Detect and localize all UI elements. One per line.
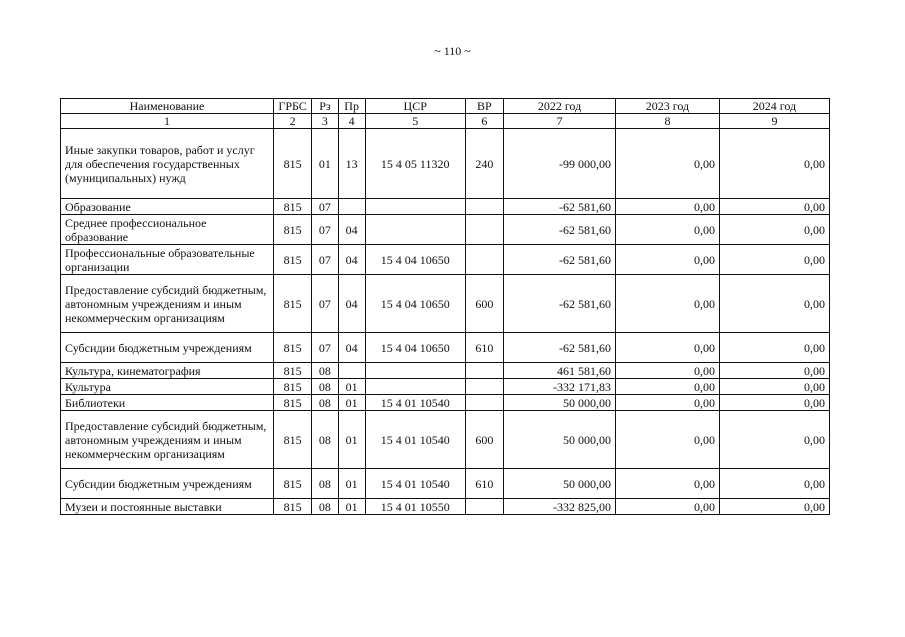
- table-cell-vr: [465, 395, 503, 411]
- table-cell-name: Предоставление субсидий бюджетным, автономным учреждениям и иным некоммерческим организациям: [61, 275, 274, 333]
- table-cell-grbs: 815: [273, 379, 311, 395]
- table-cell-vr: 610: [465, 333, 503, 363]
- table-cell-rz: 08: [312, 411, 338, 469]
- col-header-pr: Пр: [338, 99, 365, 114]
- column-number-row: [61, 114, 830, 129]
- table-cell-name: Среднее профессиональное образование: [61, 215, 274, 245]
- table-cell-rz: 01: [312, 129, 338, 199]
- table-row: [61, 395, 830, 411]
- table-cell-2022: -62 581,60: [504, 199, 616, 215]
- table-cell-2024: 0,00: [719, 379, 829, 395]
- table-cell-pr: 04: [338, 275, 365, 333]
- table-cell-2024: 0,00: [719, 129, 829, 199]
- table-cell-2022: -332 825,00: [504, 499, 616, 515]
- table-cell-csr: [365, 363, 465, 379]
- table-cell-pr: 01: [338, 395, 365, 411]
- table-cell-rz: 08: [312, 363, 338, 379]
- table-cell-vr: 610: [465, 469, 503, 499]
- col-number: 2: [273, 114, 311, 129]
- col-number: 7: [504, 114, 616, 129]
- table-cell-vr: 600: [465, 275, 503, 333]
- table-cell-csr: 15 4 04 10650: [365, 245, 465, 275]
- table-cell-2024: 0,00: [719, 363, 829, 379]
- table-cell-grbs: 815: [273, 499, 311, 515]
- table-cell-2023: 0,00: [616, 379, 720, 395]
- table-cell-vr: [465, 215, 503, 245]
- table-cell-rz: 07: [312, 275, 338, 333]
- table-cell-csr: [365, 379, 465, 395]
- table-cell-vr: [465, 379, 503, 395]
- table-cell-name: Субсидии бюджетным учреждениям: [61, 333, 274, 363]
- table-cell-2024: 0,00: [719, 245, 829, 275]
- table-cell-2024: 0,00: [719, 275, 829, 333]
- col-number: 6: [465, 114, 503, 129]
- col-header-vr: ВР: [465, 99, 503, 114]
- col-header-name: Наименование: [61, 99, 274, 114]
- table-cell-csr: 15 4 01 10540: [365, 395, 465, 411]
- table-cell-2022: -99 000,00: [504, 129, 616, 199]
- table-cell-vr: [465, 363, 503, 379]
- table-row: [61, 245, 830, 275]
- table-cell-grbs: 815: [273, 245, 311, 275]
- table-cell-name: Музеи и постоянные выставки: [61, 499, 274, 515]
- table-row: [61, 379, 830, 395]
- table-cell-2022: -62 581,60: [504, 245, 616, 275]
- table-cell-name: Культура: [61, 379, 274, 395]
- col-number: 1: [61, 114, 274, 129]
- table-cell-pr: 04: [338, 333, 365, 363]
- table-cell-2022: 50 000,00: [504, 469, 616, 499]
- table-cell-2023: 0,00: [616, 499, 720, 515]
- table-row: [61, 333, 830, 363]
- table-cell-grbs: 815: [273, 469, 311, 499]
- table-cell-csr: [365, 199, 465, 215]
- table-cell-name: Предоставление субсидий бюджетным, автономным учреждениям и иным некоммерческим организациям: [61, 411, 274, 469]
- table-cell-2023: 0,00: [616, 469, 720, 499]
- table-cell-2023: 0,00: [616, 199, 720, 215]
- table-cell-rz: 08: [312, 395, 338, 411]
- table-cell-2023: 0,00: [616, 275, 720, 333]
- table-cell-2022: 461 581,60: [504, 363, 616, 379]
- col-header-grbs: ГРБС: [273, 99, 311, 114]
- table-row: [61, 199, 830, 215]
- table-cell-2023: 0,00: [616, 395, 720, 411]
- table-row: [61, 499, 830, 515]
- table-cell-name: Профессиональные образовательные организации: [61, 245, 274, 275]
- table-cell-name: Культура, кинематография: [61, 363, 274, 379]
- table-cell-grbs: 815: [273, 129, 311, 199]
- table-cell-grbs: 815: [273, 333, 311, 363]
- table-cell-2023: 0,00: [616, 129, 720, 199]
- table-cell-2024: 0,00: [719, 333, 829, 363]
- table-cell-rz: 08: [312, 379, 338, 395]
- table-cell-2022: -62 581,60: [504, 333, 616, 363]
- table-cell-vr: 600: [465, 411, 503, 469]
- page-number: ~ 110 ~: [434, 44, 471, 58]
- table-row: [61, 363, 830, 379]
- table-cell-rz: 08: [312, 469, 338, 499]
- table-cell-2022: 50 000,00: [504, 411, 616, 469]
- table-cell-name: Субсидии бюджетным учреждениям: [61, 469, 274, 499]
- table-cell-grbs: 815: [273, 395, 311, 411]
- col-header-2024: 2024 год: [719, 99, 829, 114]
- table-cell-rz: 07: [312, 199, 338, 215]
- table-cell-2023: 0,00: [616, 245, 720, 275]
- table-cell-2022: -332 171,83: [504, 379, 616, 395]
- table-cell-csr: 15 4 01 10540: [365, 411, 465, 469]
- table-row: [61, 129, 830, 199]
- table-cell-grbs: 815: [273, 275, 311, 333]
- table-cell-vr: 240: [465, 129, 503, 199]
- table-cell-pr: 01: [338, 379, 365, 395]
- table-cell-name: Библиотеки: [61, 395, 274, 411]
- table-cell-csr: 15 4 01 10550: [365, 499, 465, 515]
- table-row: [61, 275, 830, 333]
- table-cell-grbs: 815: [273, 411, 311, 469]
- col-number: 8: [616, 114, 720, 129]
- table-cell-2023: 0,00: [616, 411, 720, 469]
- table-cell-csr: [365, 215, 465, 245]
- table-cell-pr: 04: [338, 245, 365, 275]
- col-number: 9: [719, 114, 829, 129]
- table-cell-2024: 0,00: [719, 215, 829, 245]
- col-header-csr: ЦСР: [365, 99, 465, 114]
- table-cell-pr: 01: [338, 469, 365, 499]
- col-number: 3: [312, 114, 338, 129]
- table-cell-rz: 07: [312, 333, 338, 363]
- table-cell-2024: 0,00: [719, 395, 829, 411]
- table-cell-pr: 04: [338, 215, 365, 245]
- table-cell-2024: 0,00: [719, 411, 829, 469]
- col-number: 5: [365, 114, 465, 129]
- table-cell-grbs: 815: [273, 363, 311, 379]
- table-cell-2022: -62 581,60: [504, 275, 616, 333]
- table-cell-grbs: 815: [273, 199, 311, 215]
- table-cell-rz: 07: [312, 245, 338, 275]
- table-cell-pr: 13: [338, 129, 365, 199]
- table-cell-vr: [465, 199, 503, 215]
- table-cell-pr: [338, 363, 365, 379]
- table-cell-2023: 0,00: [616, 333, 720, 363]
- header-row: [61, 99, 830, 114]
- table-cell-2023: 0,00: [616, 215, 720, 245]
- col-header-2022: 2022 год: [504, 99, 616, 114]
- table-cell-csr: 15 4 04 10650: [365, 333, 465, 363]
- table-cell-2024: 0,00: [719, 199, 829, 215]
- table-cell-2024: 0,00: [719, 469, 829, 499]
- table-cell-name: Образование: [61, 199, 274, 215]
- col-number: 4: [338, 114, 365, 129]
- table-cell-pr: 01: [338, 499, 365, 515]
- table-cell-pr: 01: [338, 411, 365, 469]
- table-cell-vr: [465, 245, 503, 275]
- col-header-rz: Рз: [312, 99, 338, 114]
- table-cell-2024: 0,00: [719, 499, 829, 515]
- table-cell-csr: 15 4 04 10650: [365, 275, 465, 333]
- col-header-2023: 2023 год: [616, 99, 720, 114]
- table-row: [61, 215, 830, 245]
- table-cell-csr: 15 4 05 11320: [365, 129, 465, 199]
- table-cell-2022: -62 581,60: [504, 215, 616, 245]
- table-cell-2023: 0,00: [616, 363, 720, 379]
- table-row: [61, 469, 830, 499]
- table-cell-2022: 50 000,00: [504, 395, 616, 411]
- table-row: [61, 411, 830, 469]
- table-cell-rz: 07: [312, 215, 338, 245]
- table-cell-csr: 15 4 01 10540: [365, 469, 465, 499]
- table-cell-name: Иные закупки товаров, работ и услуг для обеспечения государственных (муниципальных) нужд: [61, 129, 274, 199]
- budget-table: [60, 98, 830, 515]
- table-cell-rz: 08: [312, 499, 338, 515]
- table-cell-grbs: 815: [273, 215, 311, 245]
- table-cell-vr: [465, 499, 503, 515]
- table-cell-pr: [338, 199, 365, 215]
